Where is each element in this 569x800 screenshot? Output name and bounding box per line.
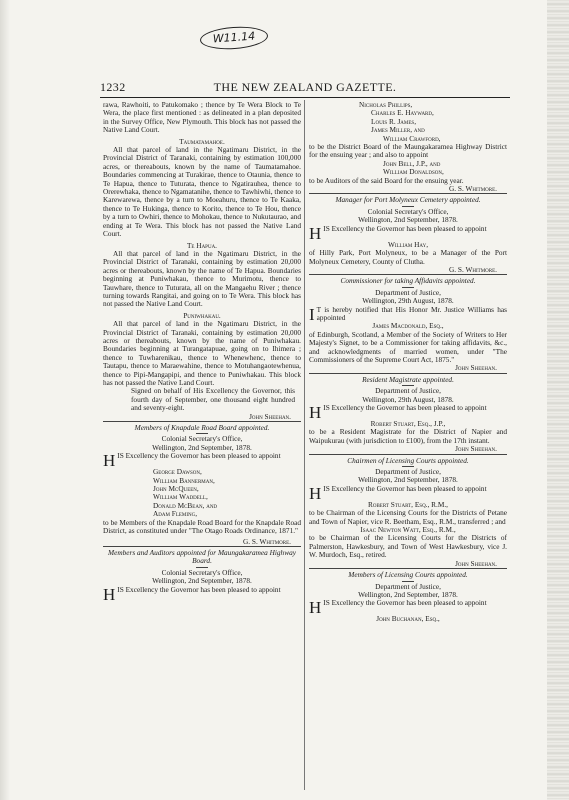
continued-paragraph: rawa, Rawhoiti, to Patukomako ; thence by Te Wera Block to Te Wera, the place first mentioned : as delineated in a plan deposited in the Survey Office, New Plymouth. This block has not passed the Native Land Court. xyxy=(103,100,301,135)
notice-body: of Edinburgh, Scotland, a Member of the Society of Writers to Her Majesty's Signet, to be a Commissioner for taking affidavits, &c., and acknowledgments of married women, under "The Commissioners of the Supreme Court Act, 1875." xyxy=(309,329,507,364)
notice-body: to be a Resident Magistrate for the District of Napier and Waipukurau (with jurisdiction to £100), from the 17th instant. xyxy=(309,427,507,445)
appointee-name: Donald McBean, and xyxy=(153,500,218,510)
signed-statement: Signed on behalf of His Excellency the Governor, this fourth day of September, one thousand eight hundred and seventy-eight. xyxy=(131,386,295,413)
section-heading-taumatamahoe: Taumatamahoe. xyxy=(179,136,225,146)
appointee-name: William Hay, xyxy=(387,239,429,249)
gazette-title: THE NEW ZEALAND GAZETTE. xyxy=(213,80,397,94)
signature: G. S. Whitmore. xyxy=(243,536,291,546)
notice-lead xyxy=(103,584,301,604)
notice-office: Colonial Secretary's Office, xyxy=(367,206,449,216)
appointee-name: George Dawson, xyxy=(153,467,202,477)
page-header xyxy=(100,80,510,96)
signature: G. S. Whitmore. xyxy=(449,184,497,194)
drop-cap-h: H xyxy=(309,483,322,503)
notice-office: Department of Justice, xyxy=(375,386,441,396)
notice-body: to be Members of the Knapdale Road Board for the Knapdale Road District, as constituted under "The Otago Roads Ordinance, 1871." xyxy=(103,517,301,536)
notice-title-affidavits: Commissioner for taking Affidavits appointed. xyxy=(309,274,507,285)
signature: John Sheehan. xyxy=(455,444,497,454)
drop-cap-h: H xyxy=(309,403,322,422)
page-edge-right xyxy=(547,0,569,800)
drop-cap-h: H xyxy=(309,598,322,618)
notice-lead-text: IS Excellency the Governor has been pleased to appoint xyxy=(323,403,487,412)
notice-lead xyxy=(309,598,507,618)
notice-title-resident-magistrate: Resident Magistrate appointed. xyxy=(309,373,507,384)
signature: G. S. Whitmore. xyxy=(449,264,497,274)
signature: John Sheehan. xyxy=(249,411,291,421)
notice-office: Department of Justice, xyxy=(375,581,441,591)
drop-cap-h: H xyxy=(103,584,116,604)
appointee-name: Adam Fleming, xyxy=(153,509,198,519)
column-divider xyxy=(304,100,305,790)
notice-office: Colonial Secretary's Office, xyxy=(161,434,243,444)
appointee-name: James Miller, and xyxy=(371,125,425,135)
notice-lead xyxy=(309,403,507,422)
paragraph-puniwhakau: All that parcel of land in the Ngatimaru District, in the Provincial District of Taranaki, containing by estimation 20,000 acres or thereabouts, known by the name of Puniwhakau. Boundaries beginning at Turangatapuae, going on to Ihimera ; thence to Tuwharenikau, thence to Whenewhenc, thence to Tautapu, thence to Maraewahine, thence to Motuhangaotewhenua, thence to Pipi-Mangapipi, and thence to Puniwhakau. This block has not passed the Native Land Court. xyxy=(103,319,301,387)
left-column xyxy=(103,101,301,602)
notice-lead-text: T is hereby notified that His Honor Mr. Justice Williams has appointed xyxy=(316,304,507,322)
appointee-name: William Crawford, xyxy=(383,133,441,143)
appointee-name: Robert Stuart, Esq., J.P., xyxy=(370,419,446,428)
notice-lead xyxy=(103,451,301,471)
notice-date: Wellington, 2nd September, 1878. xyxy=(152,442,252,452)
appointee-name: Isaac Newton Watt, Esq., R.M., xyxy=(360,525,456,535)
appointee-name: John McQueen, xyxy=(153,484,199,494)
notice-body: to be Auditors of the said Board for the ensuing year. xyxy=(309,175,464,185)
section-heading-te-hapua: Te Hapua. xyxy=(186,240,218,250)
section-heading-puniwhakau: Puniwhakau. xyxy=(183,310,221,320)
notice-lead-text: IS Excellency the Governor has been pleased to appoint xyxy=(323,223,487,233)
notice-title-maungakaramea: Members and Auditors appointed for Maungakaramea Highway Board. xyxy=(103,546,301,566)
notice-title-port-molyneux: Manager for Port Molyneux Cemetery appointed. xyxy=(309,193,507,204)
drop-cap-h: H xyxy=(309,223,322,243)
appointee-name: Robert Stuart, Esq., R.M., xyxy=(367,499,448,509)
notice-body: of Hilly Park, Port Molyneux, to be a Manager of the Port Molyneux Cemetery, County of Clutha. xyxy=(309,248,507,266)
page-number: 1232 xyxy=(100,80,126,94)
archive-stamp: W11.14 xyxy=(199,25,268,52)
appointee-name: William Bannerman, xyxy=(153,475,215,485)
notice-date: Wellington, 2nd September, 1878. xyxy=(152,576,252,586)
notice-lead-text: IS Excellency the Governor has been pleased to appoint xyxy=(117,451,281,461)
paragraph-te-hapua: All that parcel of land in the Ngatimaru District, in the Provincial District of Taranaki, containing by estimation 20,000 acres or thereabouts, known by the name of Te Hapua. Boundaries beginning at Puniwhakau, thence to Murimotu, thence to Tauwhare, thence to Tuturata, all on the Mangaehu River ; thence turning towards Rangitai, and going on to Te Wera. This block has not passed the Native Land Court. xyxy=(103,248,301,309)
appointee-name: James Macdonald, Esq., xyxy=(372,321,444,331)
notice-lead xyxy=(309,223,507,243)
signature: John Sheehan. xyxy=(455,558,497,568)
paragraph-taumatamahoe: All that parcel of land in the Ngatimaru District, in the Provincial District of Taranaki, containing by estimation 100,000 acres, or thereabouts, known by the name of Taumatamahoe. Boundaries commencing at Turakirae, thence to Otaunia, thence to Te Hapua, thence to Tuturata, thence to Ngatirauhea, thence to Orerewhaka, thence to Ngamatanihe, thence to Tawhiwhi, thence to Karewarewa, thence by a turn to Moeahuru, thence to Te Kaaka, thence to Te Hukinga, thence to Korito, thence to Te Hou, thence by a turn to Owhiri, thence to Mohokau, thence to Nukutaurao, and ending at Te Wera. This block has not passed the Native Land Court. xyxy=(103,145,301,239)
notice-body: to be Chairman of the Licensing Courts for the Districts of Petane and Town of Napier, vice R. Beetham, Esq., R.M., transferred ; and xyxy=(309,508,507,526)
notice-date: Wellington, 29th August, 1878. xyxy=(362,296,454,306)
appointee-name: Charles E. Hayward, xyxy=(371,108,434,118)
signature: John Sheehan. xyxy=(455,363,497,373)
notice-body: to be the District Board of the Maungakaramea Highway District for the ensuing year ; and also to appoint xyxy=(309,142,507,160)
notice-lead xyxy=(309,483,507,503)
notice-date: Wellington, 29th August, 1878. xyxy=(362,394,454,404)
appointee-name: John Buchanan, Esq., xyxy=(376,614,440,624)
notice-date: Wellington, 2nd September, 1878. xyxy=(358,475,458,485)
notice-lead xyxy=(309,306,507,323)
auditor-name: John Bell, J.P., and xyxy=(383,158,441,168)
notice-lead-text: IS Excellency the Governor has been pleased to appoint xyxy=(323,598,487,608)
notice-title-licensing-chairmen: Chairmen of Licensing Courts appointed. xyxy=(309,454,507,465)
notice-office: Department of Justice, xyxy=(375,467,441,477)
page-edge-left xyxy=(0,0,10,800)
notice-office: Department of Justice, xyxy=(375,287,441,297)
appointee-name: Nicholas Phillips, xyxy=(359,100,413,109)
auditor-name: William Donaldson, xyxy=(383,167,444,177)
notice-date: Wellington, 2nd September, 1878. xyxy=(358,589,458,599)
notice-office: Colonial Secretary's Office, xyxy=(161,567,243,577)
notice-title-knapdale: Members of Knapdale Road Board appointed. xyxy=(103,421,301,432)
header-rule xyxy=(100,97,510,98)
drop-cap-i: I xyxy=(309,304,315,324)
notice-lead-text: IS Excellency the Governor has been pleased to appoint xyxy=(117,584,281,594)
notice-title-licensing-members: Members of Licensing Courts appointed. xyxy=(309,568,507,579)
notice-date: Wellington, 2nd September, 1878. xyxy=(358,215,458,225)
appointee-name: Louis R. James, xyxy=(371,116,417,126)
notice-body: to be Chairman of the Licensing Courts for the Districts of Palmerston, Hawkesbury, and Town of West Hawkesbury, vice J. W. Murdoch, Esq., retired. xyxy=(309,533,507,560)
notice-lead-text: IS Excellency the Governor has been pleased to appoint xyxy=(323,483,487,493)
drop-cap-h: H xyxy=(103,451,116,471)
appointee-name: William Waddell, xyxy=(153,492,208,502)
right-column xyxy=(309,101,507,624)
